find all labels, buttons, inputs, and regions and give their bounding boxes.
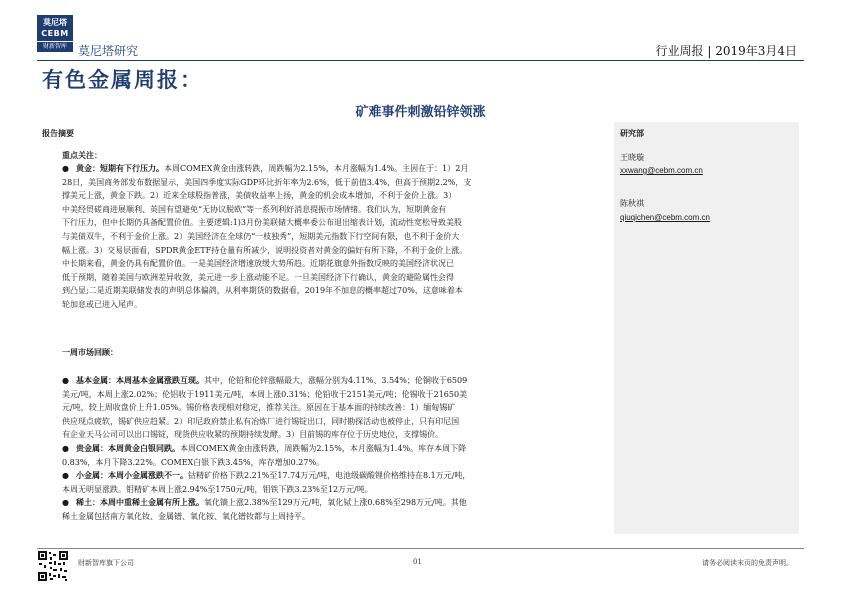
paragraph-line: [62, 496, 608, 510]
paragraph-line: 低于预期，随着美国与欧洲差异收敛，美元进一步上涨动能不足。一旦美国经济下行确认，黄金的避险属性会得: [62, 272, 454, 282]
bullet-lead: 小金属：本周小金属涨跌不一。: [76, 470, 188, 481]
paragraph-line: 中长期来看，黄金仍具有配置价值。一是美国经济增速放缓大势所趋。近期花旗意外指数反映的美国经济状况已: [62, 259, 454, 269]
paragraph-line: 美元/吨，本周上涨2.02%；伦铝收于1911美元/吨，本周上涨0.31%；伦铅收于2151美元/吨；伦锡收于21650美: [62, 389, 468, 399]
paragraph-line: 中美经贸磋商进展顺利、英国有望避免“无协议脱欧”等一系列利好消息提振市场情绪。我们认为，短期黄金有: [62, 204, 447, 214]
analyst-name: 王晓璇: [620, 153, 644, 162]
research-sidebar: [614, 122, 799, 534]
paragraph-line: [62, 162, 608, 176]
line-text: 氧化镝上涨2.38%至129万元/吨，氧化铽上涨0.68%至298万元/吨。其他: [204, 498, 467, 508]
bullet-lead: 贵金属：本周黄金白银同跌。: [76, 442, 180, 453]
key-focus-body: [62, 162, 608, 312]
key-focus-heading: 重点关注：: [62, 150, 102, 160]
header-divider: [37, 60, 804, 61]
bullet-lead: 基本金属：本周基本金属涨跌互现。: [76, 375, 204, 385]
logo-mark: [37, 15, 73, 41]
analyst-email-link[interactable]: qiuqichen@cebm.com.cn: [620, 213, 710, 222]
paragraph-line: 供应现点疲软，锡矿供应趋紧。2）印尼政府禁止私有冶炼厂进行锡锭出口，同时勘探活动也被停止，只有印尼国: [62, 416, 460, 426]
bullet-lead: 稀土：本周中重稀土金属有所上涨。: [76, 497, 204, 508]
page-title: 有色金属周报：: [42, 67, 203, 92]
paragraph-line: 0.83%，本月下降3.22%。COMEX白银下跌3.45%，库存增加0.27%。: [62, 457, 325, 467]
paragraph-line: 本周无明显涨跌。钼精矿本周上涨2.94%至1750元/吨，钼铁下跌3.23%至12万元/吨。: [62, 484, 373, 494]
report-type-date: 行业周报 | 2019年3月4日: [655, 44, 797, 58]
page-number: 01: [413, 558, 422, 566]
footer-disclaimer: 请务必阅读末页的免责声明。: [702, 559, 793, 567]
page-subtitle: 矿难事件刺激铅锌领涨: [355, 105, 486, 120]
paragraph-line: [62, 374, 608, 388]
logo-sub-text: 财新智库: [37, 42, 73, 52]
line-text: 钴精矿价格下跌2.21%至17.74万元/吨，电池级碳酸锂价格维持在8.1万元/吨，: [188, 471, 471, 481]
brand-name: 莫尼塔研究: [78, 44, 139, 58]
abstract-label: 报告摘要: [42, 128, 74, 138]
bullet-icon: ●: [62, 443, 69, 453]
bullet-icon: ●: [62, 471, 69, 481]
bullet-icon: ●: [62, 376, 69, 385]
paragraph-line: 28日，美国商务部发布数据显示，美国四季度实际GDP环比折年率为2.6%，低于前值3.4%，但高于预期2.2%，支: [62, 177, 472, 187]
analyst-name: 陈秋祺: [620, 199, 644, 208]
paragraph-line: 有企业天马公司可以出口锡锭，现货供应收紧的预期持续发酵。3）目前锡的库存位于历史地位，支撑锡价。: [62, 430, 444, 440]
logo-cn-text: 莫尼塔: [43, 18, 67, 27]
company-logo: [37, 15, 73, 57]
paragraph-line: 元/吨，较上周收盘价上升1.05%。锡价格表现相对稳定，推荐关注。原因在于基本面的持续改善：1）缅甸锡矿: [62, 403, 456, 413]
paragraph-line: 到凸显;二是近期美联储发表的声明总体偏鸽，从利率期货的数据看，2019年不加息的概率超过70%，这意味着本: [62, 286, 463, 296]
paragraph-line: [62, 469, 608, 483]
line-text: 其中，伦铅和伦锌涨幅最大，涨幅分别为4.11%、3.54%；伦铜收于6509: [204, 376, 468, 385]
analyst-email-link[interactable]: xxwang@cebm.com.cn: [620, 166, 703, 175]
paragraph-line: 下行压力，但中长期仍具备配置价值。主要逻辑:1)3月份美联储大概率委公布退出缩表计划，流动性宽松导致美股: [62, 218, 462, 228]
weekly-review-body: [62, 374, 608, 524]
paragraph-line: [62, 442, 608, 456]
footer-company: 财新智库旗下公司: [78, 559, 134, 567]
paragraph-line: 撑美元上涨，黄金下跌。2）近来全球股指普涨，美债收益率上扬，黄金的机会成本增加，不利于金价上涨。3）: [62, 191, 457, 201]
paragraph-line: 稀土金属包括南方氧化钕、金属镨、氧化铵、氧化镨钕都与上周持平。: [62, 511, 310, 521]
logo-en-text: CEBM: [41, 29, 69, 38]
weekly-review-heading: 一周市场回顾：: [62, 347, 118, 357]
qr-code-icon: [37, 550, 69, 582]
bullet-lead: 黄金：短期有下行压力。: [76, 163, 164, 173]
paragraph-line: 与美债双牛，不利于金价上涨。2）美国经济在全球仍“一枝独秀”，短期美元指数下行空间有限，也不利于金价大: [62, 231, 460, 241]
paragraph-line: 轮加息或已进入尾声。: [62, 299, 142, 309]
bullet-icon: ●: [62, 164, 69, 173]
footer-divider: [37, 548, 804, 549]
sidebar-heading: 研究部: [620, 128, 644, 138]
line-text: 本周COMEX黄金由涨转跌，周跌幅为2.15%，本月涨幅为1.4%。主因在于：1）2月: [164, 164, 469, 173]
paragraph-line: 幅上涨。3）交易层面看，SPDR黄金ETF持仓量有所减少，说明投资者对黄金的偏好有所下降，不利于金价上涨。: [62, 245, 468, 255]
bullet-icon: ●: [62, 498, 69, 508]
line-text: 本周COMEX黄金由涨转跌，周跌幅为2.15%，本月涨幅为1.4%。库存本周下降: [180, 443, 467, 453]
